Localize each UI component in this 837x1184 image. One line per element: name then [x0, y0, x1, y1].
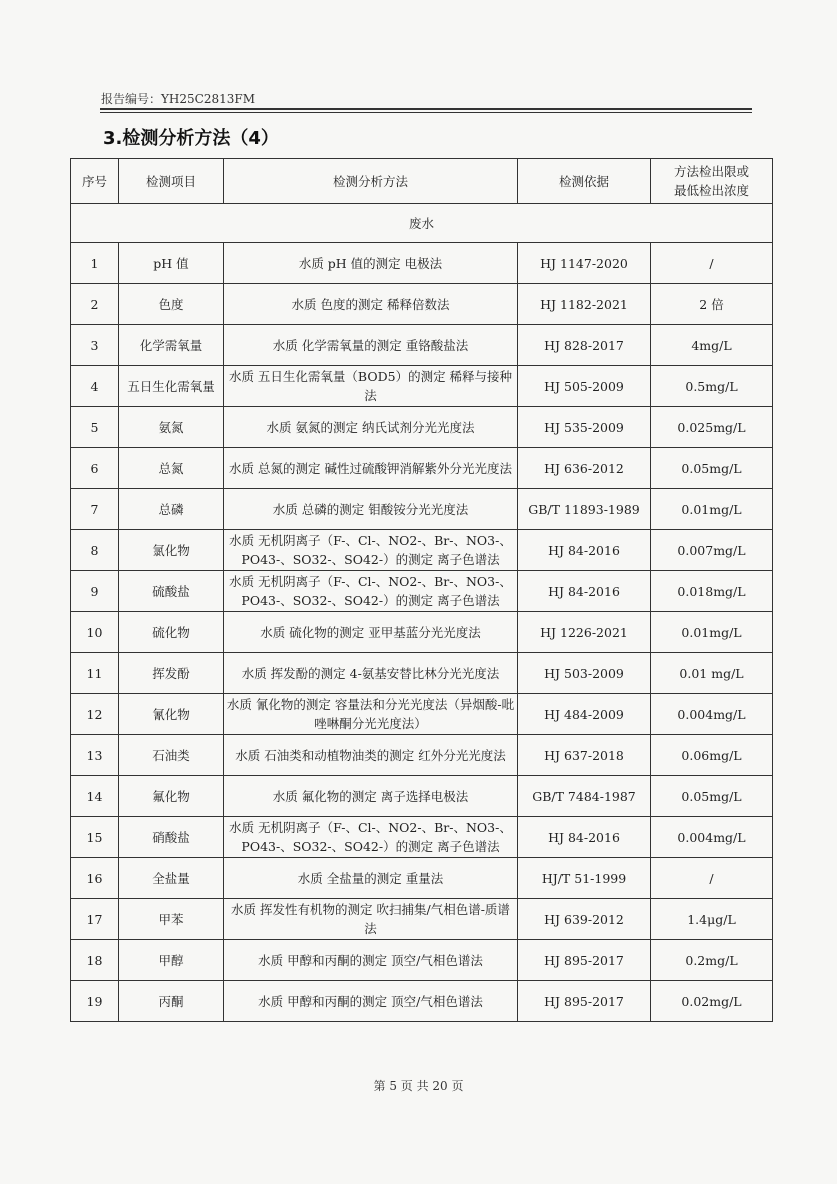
row-method: 水质 色度的测定 稀释倍数法 — [224, 284, 518, 325]
methods-table — [70, 158, 773, 1022]
row-method: 水质 无机阴离子（F-、Cl-、NO2-、Br-、NO3-、PO43-、SO32-、SO42-）的测定 离子色谱法 — [224, 530, 518, 571]
table-row — [71, 858, 773, 899]
row-number: 6 — [71, 448, 119, 489]
row-basis: HJ 84-2016 — [518, 571, 651, 612]
row-limit: 0.5mg/L — [651, 366, 773, 407]
row-item: 石油类 — [119, 735, 224, 776]
table-row — [71, 407, 773, 448]
table-row — [71, 981, 773, 1022]
row-limit: 1.4μg/L — [651, 899, 773, 940]
table-row — [71, 284, 773, 325]
row-basis: GB/T 11893-1989 — [518, 489, 651, 530]
row-item: 挥发酚 — [119, 653, 224, 694]
row-limit: 0.02mg/L — [651, 981, 773, 1022]
row-item: 氰化物 — [119, 694, 224, 735]
row-basis: HJ 484-2009 — [518, 694, 651, 735]
row-limit: / — [651, 858, 773, 899]
group-label: 废水 — [71, 204, 773, 243]
row-number: 5 — [71, 407, 119, 448]
row-basis: HJ 637-2018 — [518, 735, 651, 776]
table-row — [71, 940, 773, 981]
table-row — [71, 489, 773, 530]
row-number: 7 — [71, 489, 119, 530]
header-rule-thin — [100, 112, 752, 113]
table-row — [71, 694, 773, 735]
row-number: 14 — [71, 776, 119, 817]
row-basis: GB/T 7484-1987 — [518, 776, 651, 817]
col-header-limit-line2: 最低检出浓度 — [673, 183, 749, 198]
page-footer: 第 5 页 共 20 页 — [373, 1079, 464, 1093]
row-number: 16 — [71, 858, 119, 899]
col-header-method: 检测分析方法 — [224, 159, 518, 204]
table-row — [71, 899, 773, 940]
row-basis: HJ 1147-2020 — [518, 243, 651, 284]
row-limit: 0.06mg/L — [651, 735, 773, 776]
row-limit: 0.05mg/L — [651, 448, 773, 489]
col-header-limit-line1: 方法检出限或 — [673, 164, 749, 179]
table-row — [71, 817, 773, 858]
row-method: 水质 全盐量的测定 重量法 — [224, 858, 518, 899]
row-number: 12 — [71, 694, 119, 735]
row-limit: 0.018mg/L — [651, 571, 773, 612]
row-item: 硝酸盐 — [119, 817, 224, 858]
row-number: 4 — [71, 366, 119, 407]
row-method: 水质 无机阴离子（F-、Cl-、NO2-、Br-、NO3-、PO43-、SO32-、SO42-）的测定 离子色谱法 — [224, 817, 518, 858]
row-number: 17 — [71, 899, 119, 940]
row-method: 水质 化学需氧量的测定 重铬酸盐法 — [224, 325, 518, 366]
row-basis: HJ 505-2009 — [518, 366, 651, 407]
row-method: 水质 挥发性有机物的测定 吹扫捕集/气相色谱-质谱法 — [224, 899, 518, 940]
row-number: 8 — [71, 530, 119, 571]
row-item: 氨氮 — [119, 407, 224, 448]
row-item: 五日生化需氧量 — [119, 366, 224, 407]
row-basis: HJ 84-2016 — [518, 530, 651, 571]
row-basis: HJ 895-2017 — [518, 981, 651, 1022]
row-basis: HJ 639-2012 — [518, 899, 651, 940]
table-row — [71, 366, 773, 407]
report-number: 报告编号：YH25C2813FM — [101, 92, 255, 106]
row-item: 硫化物 — [119, 612, 224, 653]
table-row — [71, 243, 773, 284]
table-row — [71, 612, 773, 653]
row-number: 9 — [71, 571, 119, 612]
row-basis: HJ 636-2012 — [518, 448, 651, 489]
row-method: 水质 硫化物的测定 亚甲基蓝分光光度法 — [224, 612, 518, 653]
row-number: 18 — [71, 940, 119, 981]
row-item: 氯化物 — [119, 530, 224, 571]
row-basis: HJ 503-2009 — [518, 653, 651, 694]
row-basis: HJ 1226-2021 — [518, 612, 651, 653]
row-item: pH 值 — [119, 243, 224, 284]
table-row — [71, 325, 773, 366]
row-limit: 2 倍 — [651, 284, 773, 325]
table-row — [71, 571, 773, 612]
row-method: 水质 石油类和动植物油类的测定 红外分光光度法 — [224, 735, 518, 776]
row-method: 水质 挥发酚的测定 4-氨基安替比林分光光度法 — [224, 653, 518, 694]
row-limit: 0.025mg/L — [651, 407, 773, 448]
row-method: 水质 甲醇和丙酮的测定 顶空/气相色谱法 — [224, 981, 518, 1022]
col-header-basis: 检测依据 — [518, 159, 651, 204]
table-header-row — [71, 159, 773, 204]
row-limit: 4mg/L — [651, 325, 773, 366]
row-limit: 0.004mg/L — [651, 817, 773, 858]
row-number: 10 — [71, 612, 119, 653]
row-item: 甲苯 — [119, 899, 224, 940]
row-item: 甲醇 — [119, 940, 224, 981]
col-header-limit — [651, 159, 773, 204]
row-basis: HJ 1182-2021 — [518, 284, 651, 325]
row-number: 13 — [71, 735, 119, 776]
row-item: 氟化物 — [119, 776, 224, 817]
row-number: 1 — [71, 243, 119, 284]
row-method: 水质 总氮的测定 碱性过硫酸钾消解紫外分光光度法 — [224, 448, 518, 489]
row-item: 总磷 — [119, 489, 224, 530]
table-row — [71, 776, 773, 817]
row-number: 2 — [71, 284, 119, 325]
row-item: 硫酸盐 — [119, 571, 224, 612]
row-number: 11 — [71, 653, 119, 694]
row-basis: HJ 895-2017 — [518, 940, 651, 981]
row-method: 水质 氟化物的测定 离子选择电极法 — [224, 776, 518, 817]
group-row — [71, 204, 773, 243]
row-limit: 0.01 mg/L — [651, 653, 773, 694]
row-item: 全盐量 — [119, 858, 224, 899]
row-number: 15 — [71, 817, 119, 858]
row-item: 总氮 — [119, 448, 224, 489]
row-number: 19 — [71, 981, 119, 1022]
row-basis: HJ 828-2017 — [518, 325, 651, 366]
row-limit: 0.2mg/L — [651, 940, 773, 981]
table-row — [71, 653, 773, 694]
table-row — [71, 530, 773, 571]
row-method: 水质 pH 值的测定 电极法 — [224, 243, 518, 284]
row-limit: 0.01mg/L — [651, 489, 773, 530]
row-basis: HJ 535-2009 — [518, 407, 651, 448]
header-rule-thick — [100, 108, 752, 110]
row-limit: 0.007mg/L — [651, 530, 773, 571]
row-basis: HJ/T 51-1999 — [518, 858, 651, 899]
row-limit: / — [651, 243, 773, 284]
row-method: 水质 氰化物的测定 容量法和分光光度法（异烟酸-吡唑啉酮分光光度法） — [224, 694, 518, 735]
table-row — [71, 735, 773, 776]
col-header-item: 检测项目 — [119, 159, 224, 204]
section-title: 3.检测分析方法（4） — [103, 128, 279, 149]
row-number: 3 — [71, 325, 119, 366]
col-header-seq: 序号 — [71, 159, 119, 204]
row-limit: 0.01mg/L — [651, 612, 773, 653]
row-item: 色度 — [119, 284, 224, 325]
row-item: 丙酮 — [119, 981, 224, 1022]
row-method: 水质 甲醇和丙酮的测定 顶空/气相色谱法 — [224, 940, 518, 981]
row-limit: 0.004mg/L — [651, 694, 773, 735]
row-method: 水质 氨氮的测定 纳氏试剂分光光度法 — [224, 407, 518, 448]
row-limit: 0.05mg/L — [651, 776, 773, 817]
row-method: 水质 无机阴离子（F-、Cl-、NO2-、Br-、NO3-、PO43-、SO32-、SO42-）的测定 离子色谱法 — [224, 571, 518, 612]
row-item: 化学需氧量 — [119, 325, 224, 366]
table-row — [71, 448, 773, 489]
row-method: 水质 总磷的测定 钼酸铵分光光度法 — [224, 489, 518, 530]
row-method: 水质 五日生化需氧量（BOD5）的测定 稀释与接种法 — [224, 366, 518, 407]
row-basis: HJ 84-2016 — [518, 817, 651, 858]
